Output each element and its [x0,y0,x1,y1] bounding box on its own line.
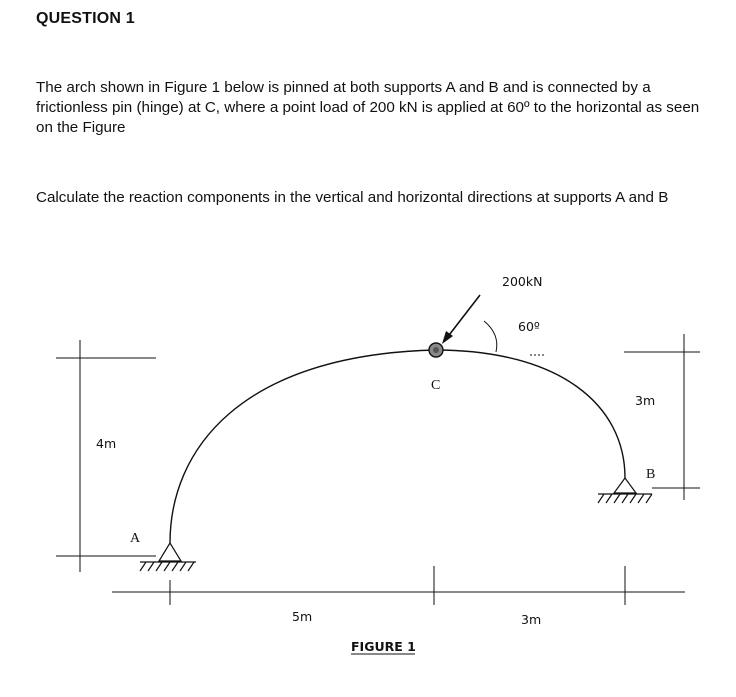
figure-caption: FIGURE 1 [351,639,416,654]
dim-left-height-label: 4m [96,436,117,451]
question-heading: QUESTION 1 [36,10,135,27]
dim-span-right-label: 3m [521,612,542,627]
support-a-label: A [130,531,141,546]
support-a-pin [140,543,196,571]
problem-statement: The arch shown in Figure 1 below is pinned at both supports A and B and is connected by a frictionless pin (hinge) at C, where a point load of 200 kN is applied at 60º to the horizontal as seen on the Figure [36,79,700,136]
right-height-dimension [624,334,700,500]
dim-right-height-label: 3m [635,393,656,408]
dim-span-left-label: 5m [292,609,313,624]
left-height-dimension [56,340,156,572]
load-arrow [442,295,480,344]
support-b-pin [598,478,652,503]
angle-arc [484,321,497,352]
hinge-c-texture [433,347,439,353]
span-dimension [112,566,685,605]
angle-label: 60º [518,319,540,334]
load-label: 200kN [502,274,543,289]
hinge-c-label: C [431,378,441,393]
arch-curve [170,350,625,543]
task-statement: Calculate the reaction components in the vertical and horizontal directions at supports A and B [36,189,669,206]
support-b-label: B [646,467,656,482]
